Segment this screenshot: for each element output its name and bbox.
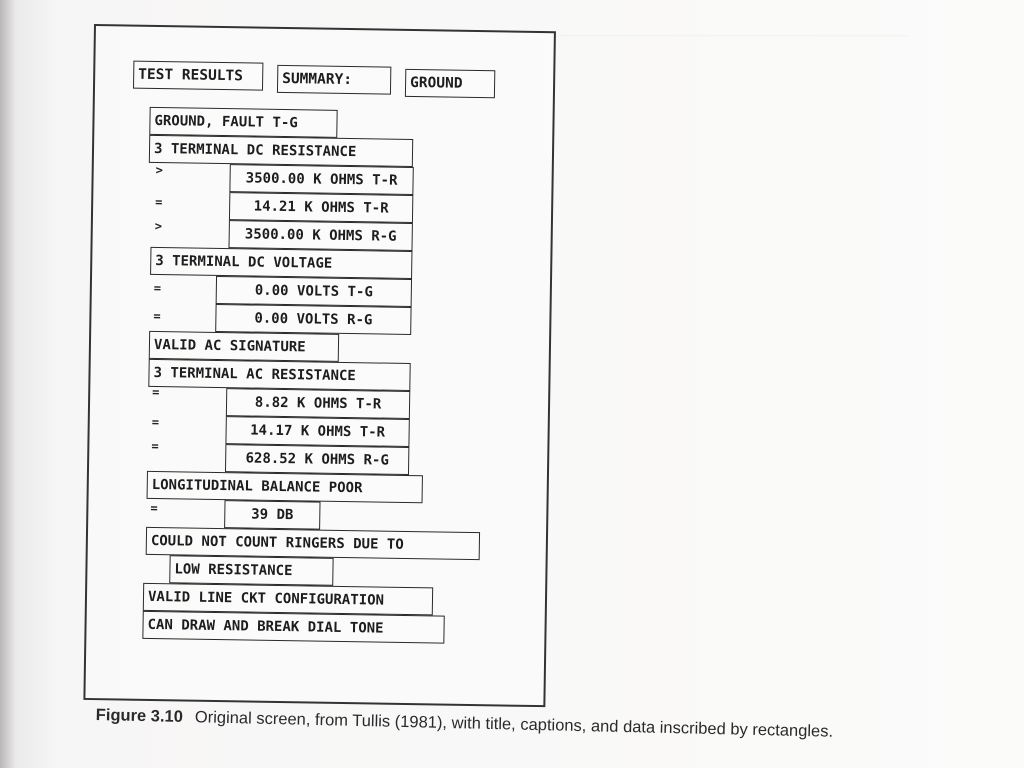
header-test-results: TEST RESULTS [133, 61, 263, 91]
row-low-resistance: LOW RESISTANCE [169, 555, 333, 586]
value-ac-res-rg: 628.52 K OHMS R-G [225, 444, 409, 475]
book-gutter [0, 0, 14, 768]
operator: = [150, 500, 158, 516]
operator: = [155, 194, 163, 210]
operator: = [153, 308, 161, 324]
operator: = [152, 384, 160, 400]
value-dc-res-rg: 3500.00 K OHMS R-G [228, 220, 412, 251]
figure-caption-text: Original screen, from Tullis (1981), with title, captions, and data inscribed by rectangles. [194, 708, 834, 741]
operator: = [151, 438, 159, 454]
terminal-screen [83, 24, 556, 707]
row-valid-ac-signature: VALID AC SIGNATURE [149, 331, 339, 362]
figure-label: Figure 3.10 [95, 706, 184, 726]
operator: > [154, 218, 163, 234]
row-dc-resistance: 3 TERMINAL DC RESISTANCE [149, 135, 413, 167]
operator: = [151, 414, 160, 430]
operator: > [155, 162, 164, 178]
bleed-through-text: ‾‾‾‾‾‾‾‾‾‾‾‾‾‾‾‾‾‾‾‾‾‾‾‾‾‾‾‾‾‾‾‾‾‾‾‾‾‾‾‾‾ [560, 33, 909, 53]
value-ac-res-tr-2: 14.17 K OHMS T-R [225, 416, 409, 447]
value-dc-res-tr-2: 14.21 K OHMS T-R [229, 192, 413, 223]
row-dial-tone: CAN DRAW AND BREAK DIAL TONE [142, 611, 444, 644]
value-dc-volt-tg: 0.00 VOLTS T-G [216, 276, 412, 307]
value-ac-res-tr-1: 8.82 K OHMS T-R [226, 388, 410, 419]
header-ground: GROUND [405, 69, 495, 98]
row-dc-voltage: 3 TERMINAL DC VOLTAGE [150, 247, 412, 279]
value-dc-volt-rg: 0.00 VOLTS R-G [215, 304, 411, 335]
header-summary: SUMMARY: [277, 65, 391, 95]
operator: = [153, 280, 162, 296]
row-ground-fault: GROUND, FAULT T-G [149, 107, 337, 138]
row-ac-resistance: 3 TERMINAL AC RESISTANCE [148, 359, 410, 391]
value-dc-res-tr-1: 3500.00 K OHMS T-R [229, 164, 413, 195]
row-valid-line-config: VALID LINE CKT CONFIGURATION [143, 583, 433, 616]
row-longitudinal-balance: LONGITUDINAL BALANCE POOR [147, 471, 423, 503]
value-balance-db: 39 DB [224, 500, 320, 530]
figure-caption [96, 706, 1024, 746]
row-count-ringers: COULD NOT COUNT RINGERS DUE TO [146, 527, 480, 560]
